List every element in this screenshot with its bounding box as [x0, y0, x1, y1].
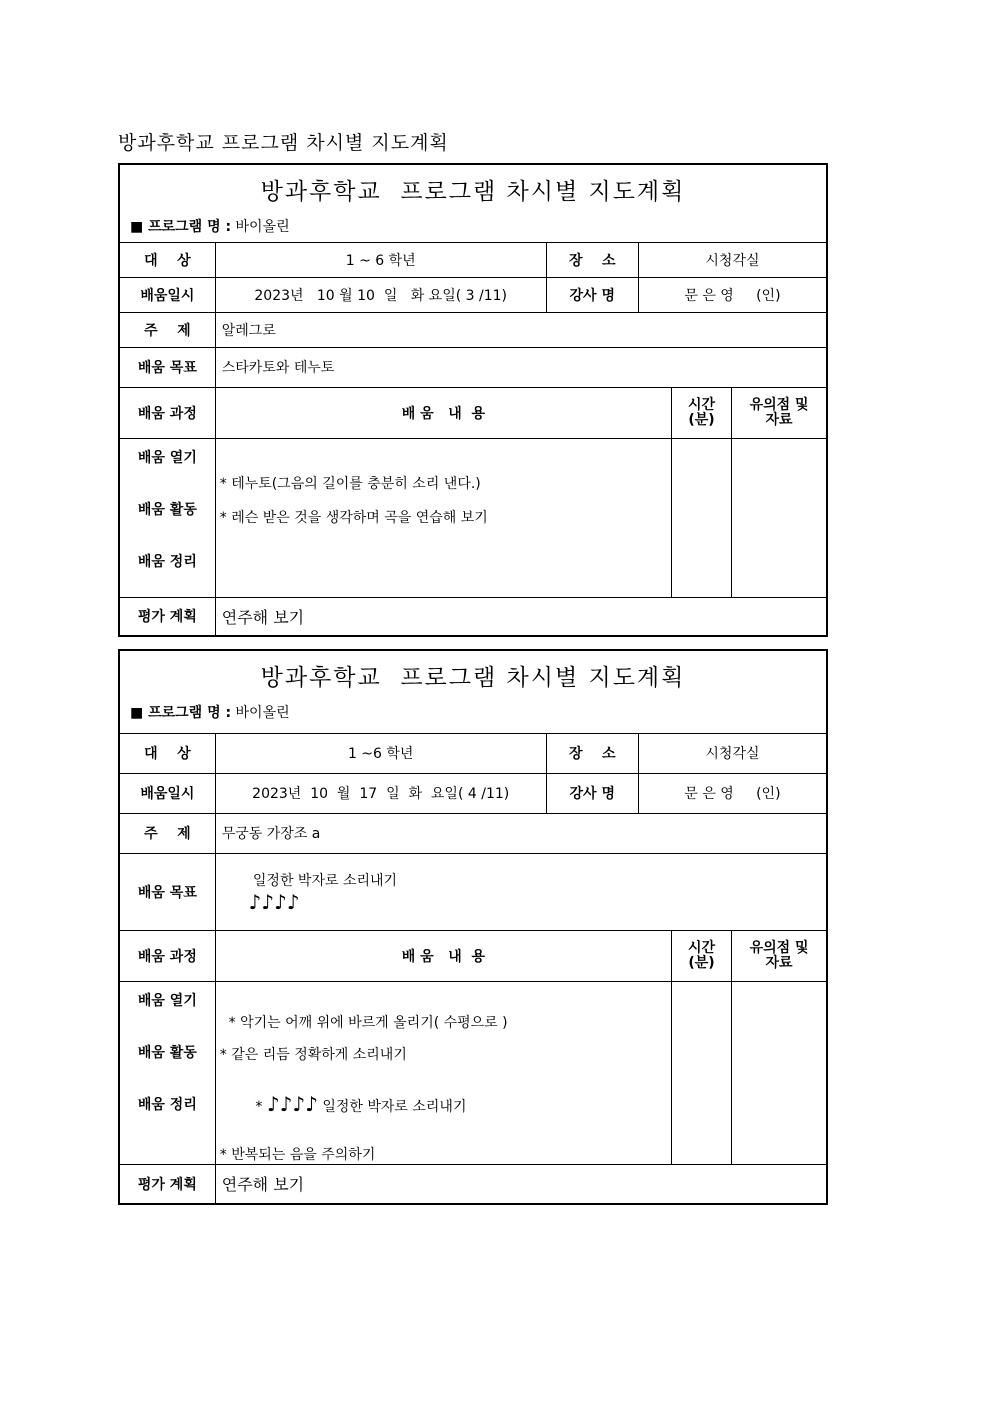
- content-cell: [215, 981, 671, 1164]
- stage-open: 배움 열기: [137, 992, 197, 1009]
- process-label: 배움 과정: [119, 387, 215, 438]
- content-line: * 레슨 받은 것을 생각하며 곡을 연습해 보기: [219, 509, 488, 526]
- teacher-label: 강사 명: [546, 773, 638, 813]
- teacher-value: 문 은 영 (인): [638, 277, 827, 312]
- date-value: 2023년 10 월 10 일 화 요일( 3 /11): [215, 277, 546, 312]
- notes-header: 유의점 및 자료: [732, 930, 827, 981]
- time-cell: [671, 438, 731, 597]
- goal-value: 일정한 박자로 소리내기: [248, 872, 398, 889]
- target-value: 1 ~6 학년: [215, 733, 546, 773]
- stage-close: 배움 정리: [137, 1096, 197, 1113]
- program-name-value: 바이올린: [235, 705, 290, 721]
- table-title: 방과후학교 프로그램 차시별 지도계획: [260, 665, 686, 691]
- stage-open: 배움 열기: [137, 449, 197, 466]
- place-value: 시청각실: [638, 733, 827, 773]
- page-heading: 방과후학교 프로그램 차시별 지도계획: [118, 132, 449, 154]
- music-notes-icon: ♪♪♪♪: [248, 889, 300, 914]
- content-cell: [215, 438, 671, 597]
- evaluation-value: 연주해 보기: [215, 597, 827, 636]
- table-title-cell: [119, 650, 827, 733]
- evaluation-label: 평가 계획: [119, 1164, 215, 1204]
- program-name-label: ■ 프로그램 명 :: [130, 705, 232, 721]
- teacher-label: 강사 명: [546, 277, 638, 312]
- stage-activity: 배움 활동: [137, 501, 197, 518]
- program-name-line: [120, 702, 826, 722]
- program-name-label: ■ 프로그램 명 :: [130, 219, 232, 235]
- target-label: 대 상: [119, 242, 215, 277]
- table-title-cell: [119, 164, 827, 242]
- topic-label: 주 제: [119, 813, 215, 853]
- notes-header: 유의점 및 자료: [732, 387, 827, 438]
- place-label: 장 소: [546, 242, 638, 277]
- content-line: * 같은 리듬 정확하게 소리내기: [219, 1046, 407, 1063]
- content-line-notes: * ♪♪♪♪ 일정한 박자로 소리내기: [255, 1091, 467, 1116]
- stage-close: 배움 정리: [137, 553, 197, 570]
- goal-label: 배움 목표: [119, 347, 215, 387]
- goal-value: 스타카토와 테누토: [215, 347, 827, 387]
- table-title: 방과후학교 프로그램 차시별 지도계획: [260, 179, 686, 205]
- content-header: 배 움 내 용: [215, 930, 671, 981]
- notes-cell: [732, 438, 827, 597]
- notes-cell: [732, 981, 827, 1164]
- content-line: * 반복되는 음을 주의하기: [219, 1146, 376, 1163]
- lesson-plan-table-2: [118, 649, 828, 1205]
- teacher-value: 문 은 영 (인): [638, 773, 827, 813]
- target-value: 1 ~ 6 학년: [215, 242, 546, 277]
- time-header: 시간 (분): [671, 930, 731, 981]
- content-line: [220, 447, 671, 467]
- topic-value: 무궁동 가장조 a: [215, 813, 827, 853]
- evaluation-value: 연주해 보기: [215, 1164, 827, 1204]
- time-cell: [671, 981, 731, 1164]
- date-value: 2023년 10 월 17 일 화 요일( 4 /11): [215, 773, 546, 813]
- place-label: 장 소: [546, 733, 638, 773]
- program-name-value: 바이올린: [235, 219, 290, 235]
- content-line: * 악기는 어깨 위에 바르게 올리기( 수평으로 ): [219, 1014, 508, 1031]
- date-label: 배움일시: [119, 277, 215, 312]
- content-line: * 테누토(그음의 길이를 충분히 소리 낸다.): [219, 475, 481, 492]
- topic-value: 알레그로: [215, 312, 827, 347]
- date-label: 배움일시: [119, 773, 215, 813]
- target-label: 대 상: [119, 733, 215, 773]
- content-header: 배 움 내 용: [215, 387, 671, 438]
- stages-cell: [119, 981, 215, 1164]
- process-label: 배움 과정: [119, 930, 215, 981]
- stages-cell: [119, 438, 215, 597]
- music-notes-icon: ♪♪♪♪: [266, 1091, 318, 1116]
- topic-label: 주 제: [119, 312, 215, 347]
- place-value: 시청각실: [638, 242, 827, 277]
- stage-activity: 배움 활동: [137, 1044, 197, 1061]
- goal-cell: [215, 853, 827, 930]
- evaluation-label: 평가 계획: [119, 597, 215, 636]
- time-header: 시간 (분): [671, 387, 731, 438]
- goal-label: 배움 목표: [119, 853, 215, 930]
- program-name-line: [120, 216, 826, 236]
- lesson-plan-table-1: [118, 163, 828, 637]
